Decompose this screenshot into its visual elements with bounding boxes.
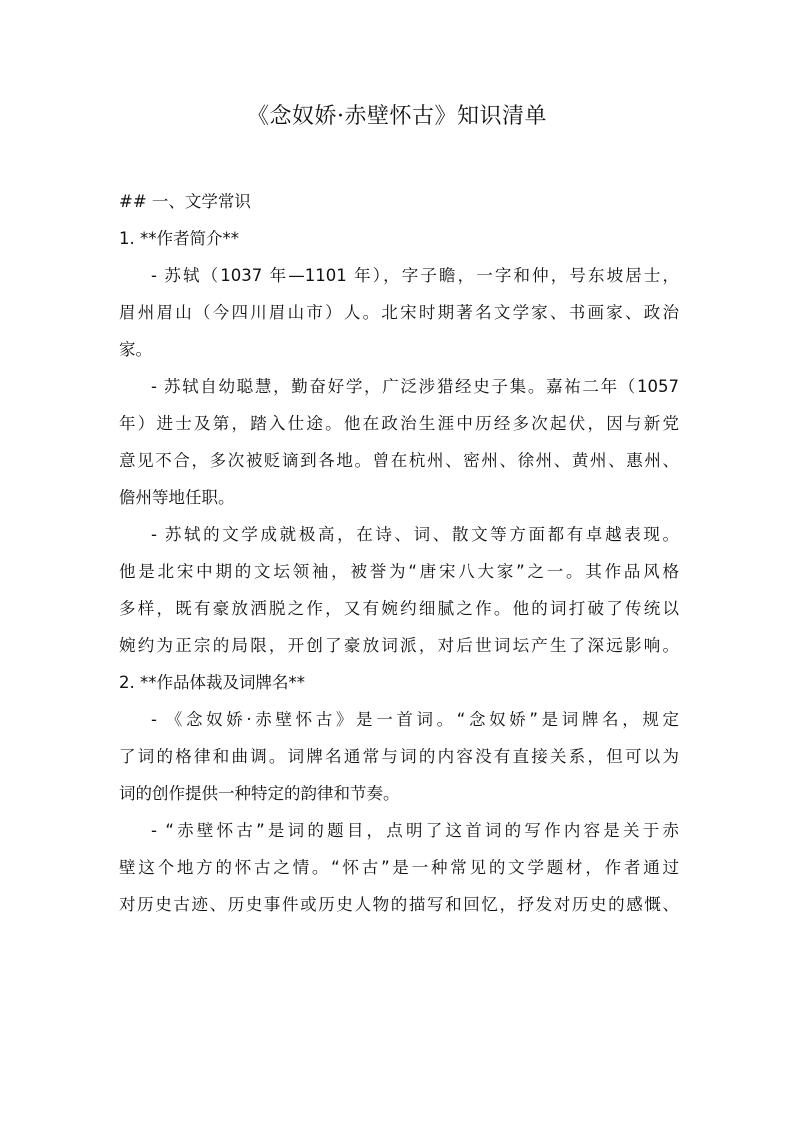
paragraph-line: - “赤壁怀古”是词的题目，点明了这首词的写作内容是关于赤	[151, 821, 679, 840]
paragraph-line: 儋州等地任职。	[119, 488, 235, 507]
paragraph-line: 婉约为正宗的局限，开创了豪放词派，对后世词坛产生了深远影响。	[119, 636, 679, 655]
paragraph-line: 意见不合，多次被贬谪到各地。曾在杭州、密州、徐州、黄州、惠州、	[119, 451, 679, 470]
paragraph-line: 年）进士及第，踏入仕途。他在政治生涯中历经多次起伏，因与新党	[119, 414, 679, 433]
paragraph-line: - 苏轼（1037 年—1101 年），字子瞻，一字和仲，号东坡居士，	[151, 266, 679, 285]
paragraph-line: 他是北宋中期的文坛领袖，被誉为“唐宋八大家”之一。其作品风格	[119, 562, 679, 581]
subsection-heading: 2. **作品体裁及词牌名**	[119, 673, 305, 692]
paragraph-line: 多样，既有豪放洒脱之作，又有婉约细腻之作。他的词打破了传统以	[119, 599, 679, 618]
subsection-heading: 1. **作者简介**	[119, 229, 239, 248]
section-heading: ## 一、文学常识	[119, 192, 251, 211]
paragraph-line: - 苏轼的文学成就极高，在诗、词、散文等方面都有卓越表现。	[151, 525, 679, 544]
paragraph-line: 家。	[119, 340, 152, 359]
paragraph-line: - 苏轼自幼聪慧，勤奋好学，广泛涉猎经史子集。嘉祐二年（1057	[151, 377, 679, 396]
paragraph-line: 了词的格律和曲调。词牌名通常与词的内容没有直接关系，但可以为	[119, 747, 679, 766]
paragraph-line: 眉州眉山（今四川眉山市）人。北宋时期著名文学家、书画家、政治	[119, 303, 679, 322]
document-body	[119, 183, 679, 923]
paragraph-line: 词的创作提供一种特定的韵律和节奏。	[119, 784, 400, 803]
paragraph-line: 壁这个地方的怀古之情。“怀古”是一种常见的文学题材，作者通过	[119, 858, 679, 877]
paragraph-line: - 《念奴娇·赤壁怀古》是一首词。“念奴娇”是词牌名，规定	[151, 710, 679, 729]
document-title: 《念奴娇·赤壁怀古》知识清单	[247, 104, 547, 129]
paragraph-line: 对历史古迹、历史事件或历史人物的描写和回忆，抒发对历史的感慨、	[119, 895, 679, 914]
